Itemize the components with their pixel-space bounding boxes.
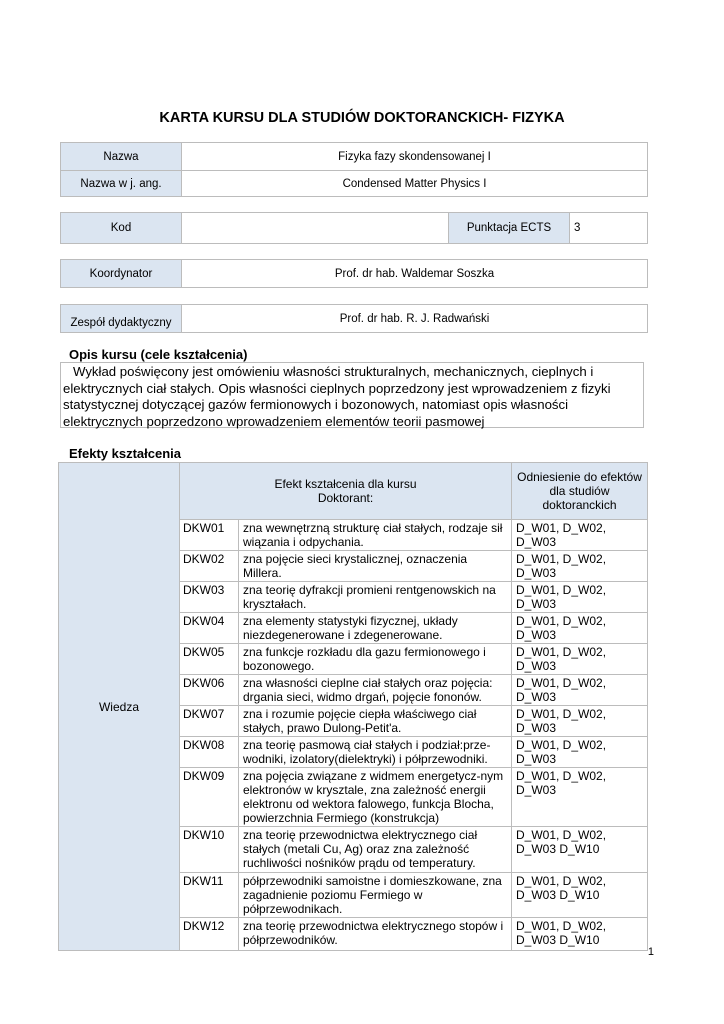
outcome-code: DKW02 [180, 551, 239, 582]
outcome-text: zna elementy statystyki fizycznej, układy niezdegenerowane i zdegenerowane. [239, 613, 512, 644]
outcome-ref: D_W01, D_W02, D_W03 [512, 675, 648, 706]
outcome-code: DKW03 [180, 582, 239, 613]
team-label: Zespół dydaktyczny [61, 305, 182, 333]
outcome-code: DKW12 [180, 918, 239, 951]
outcome-code: DKW09 [180, 768, 239, 827]
outcome-code: DKW06 [180, 675, 239, 706]
outcome-ref: D_W01, D_W02, D_W03 [512, 644, 648, 675]
name-en-value: Condensed Matter Physics I [182, 171, 648, 197]
code-table [60, 212, 648, 244]
description-box [60, 362, 644, 428]
outcome-code: DKW08 [180, 737, 239, 768]
code-label: Kod [61, 213, 182, 244]
outcome-text: półprzewodniki samoistne i domieszkowane, zna zagadnienie poziomu Fermiego w półprzewodnikach. [239, 873, 512, 918]
outcome-ref: D_W01, D_W02, D_W03 D_W10 [512, 873, 648, 918]
code-value [182, 213, 449, 244]
outcome-text: zna własności cieplne ciał stałych oraz pojęcia: drgania sieci, widmo drgań, pojęcie fononów. [239, 675, 512, 706]
effect-header-line2: Doktorant: [317, 491, 374, 505]
coordinator-value: Prof. dr hab. Waldemar Soszka [182, 260, 648, 288]
description-text: Wykład poświęcony jest omówieniu własności strukturalnych, mechanicznych, cieplnych i elektrycznych ciał stałych. Opis własności cieplnych poprzedzony jest wprowadzeniem z fizyki statystycznej dotyczącej gazów fermionowych i bozonowych, natomiast opis własności elektrycznych poprzedzono wprowadzeniem elementów teorii pasmowej [63, 364, 611, 429]
outcome-ref: D_W01, D_W02, D_W03 [512, 613, 648, 644]
outcome-ref: D_W01, D_W02, D_W03 [512, 551, 648, 582]
outcome-ref: D_W01, D_W02, D_W03 D_W10 [512, 827, 648, 873]
description-heading: Opis kursu (cele kształcenia) [69, 347, 248, 362]
outcome-text: zna wewnętrzną strukturę ciał stałych, rodzaje sił wiązania i odpychania. [239, 520, 512, 551]
name-table [60, 142, 648, 197]
outcome-text: zna teorię pasmową ciał stałych i podział:prze-wodniki, izolatory(dielektryki) i półprzewodniki. [239, 737, 512, 768]
ref-header-line2: dla studiów [549, 484, 610, 498]
page-title: KARTA KURSU DLA STUDIÓW DOKTORANCKICH- FIZYKA [159, 110, 565, 126]
team-value: Prof. dr hab. R. J. Radwański [182, 305, 648, 333]
team-table [60, 304, 648, 333]
name-en-label: Nazwa w j. ang. [61, 171, 182, 197]
category-cell: Wiedza [59, 463, 180, 951]
outcome-text: zna teorię przewodnictwa elektrycznego ciał stałych (metali Cu, Ag) oraz zna zależność ruchliwości nośników prądu od temperatury. [239, 827, 512, 873]
outcome-ref: D_W01, D_W02, D_W03 [512, 520, 648, 551]
outcome-ref: D_W01, D_W02, D_W03 [512, 768, 648, 827]
outcome-text: zna teorię dyfrakcji promieni rentgenowskich na kryształach. [239, 582, 512, 613]
effect-header-line1: Efekt kształcenia dla kursu [274, 477, 417, 491]
ects-label: Punktacja ECTS [449, 213, 570, 244]
outcome-text: zna i rozumie pojęcie ciepła właściwego ciał stałych, prawo Dulong-Petit'a. [239, 706, 512, 737]
outcome-code: DKW01 [180, 520, 239, 551]
outcome-text: zna pojęcia związane z widmem energetycz-nym elektronów w krysztale, zna zależność energii elektronu od wektora falowego, funkcja Blocha, powierzchnia Fermiego (konstrukcja) [239, 768, 512, 827]
outcome-code: DKW05 [180, 644, 239, 675]
outcome-ref: D_W01, D_W02, D_W03 [512, 737, 648, 768]
outcome-code: DKW11 [180, 873, 239, 918]
name-value: Fizyka fazy skondensowanej I [182, 143, 648, 171]
outcomes-table [58, 462, 648, 951]
name-label: Nazwa [61, 143, 182, 171]
ref-header-line1: Odniesienie do efektów [517, 470, 642, 484]
outcome-code: DKW04 [180, 613, 239, 644]
outcome-code: DKW10 [180, 827, 239, 873]
effect-header [180, 463, 512, 520]
outcome-ref: D_W01, D_W02, D_W03 [512, 582, 648, 613]
page-number: 1 [647, 946, 654, 958]
coordinator-table [60, 259, 648, 288]
coordinator-label: Koordynator [61, 260, 182, 288]
outcomes-heading: Efekty kształcenia [69, 446, 182, 461]
ref-header [512, 463, 648, 520]
outcome-text: zna pojęcie sieci krystalicznej, oznaczenia Millera. [239, 551, 512, 582]
outcome-code: DKW07 [180, 706, 239, 737]
outcome-text: zna teorię przewodnictwa elektrycznego stopów i półprzewodników. [239, 918, 512, 951]
ects-value: 3 [570, 213, 648, 244]
outcome-text: zna funkcje rozkładu dla gazu fermionowego i bozonowego. [239, 644, 512, 675]
outcome-ref: D_W01, D_W02, D_W03 [512, 706, 648, 737]
ref-header-line3: doktoranckich [542, 498, 617, 512]
outcome-ref: D_W01, D_W02, D_W03 D_W10 [512, 918, 648, 951]
